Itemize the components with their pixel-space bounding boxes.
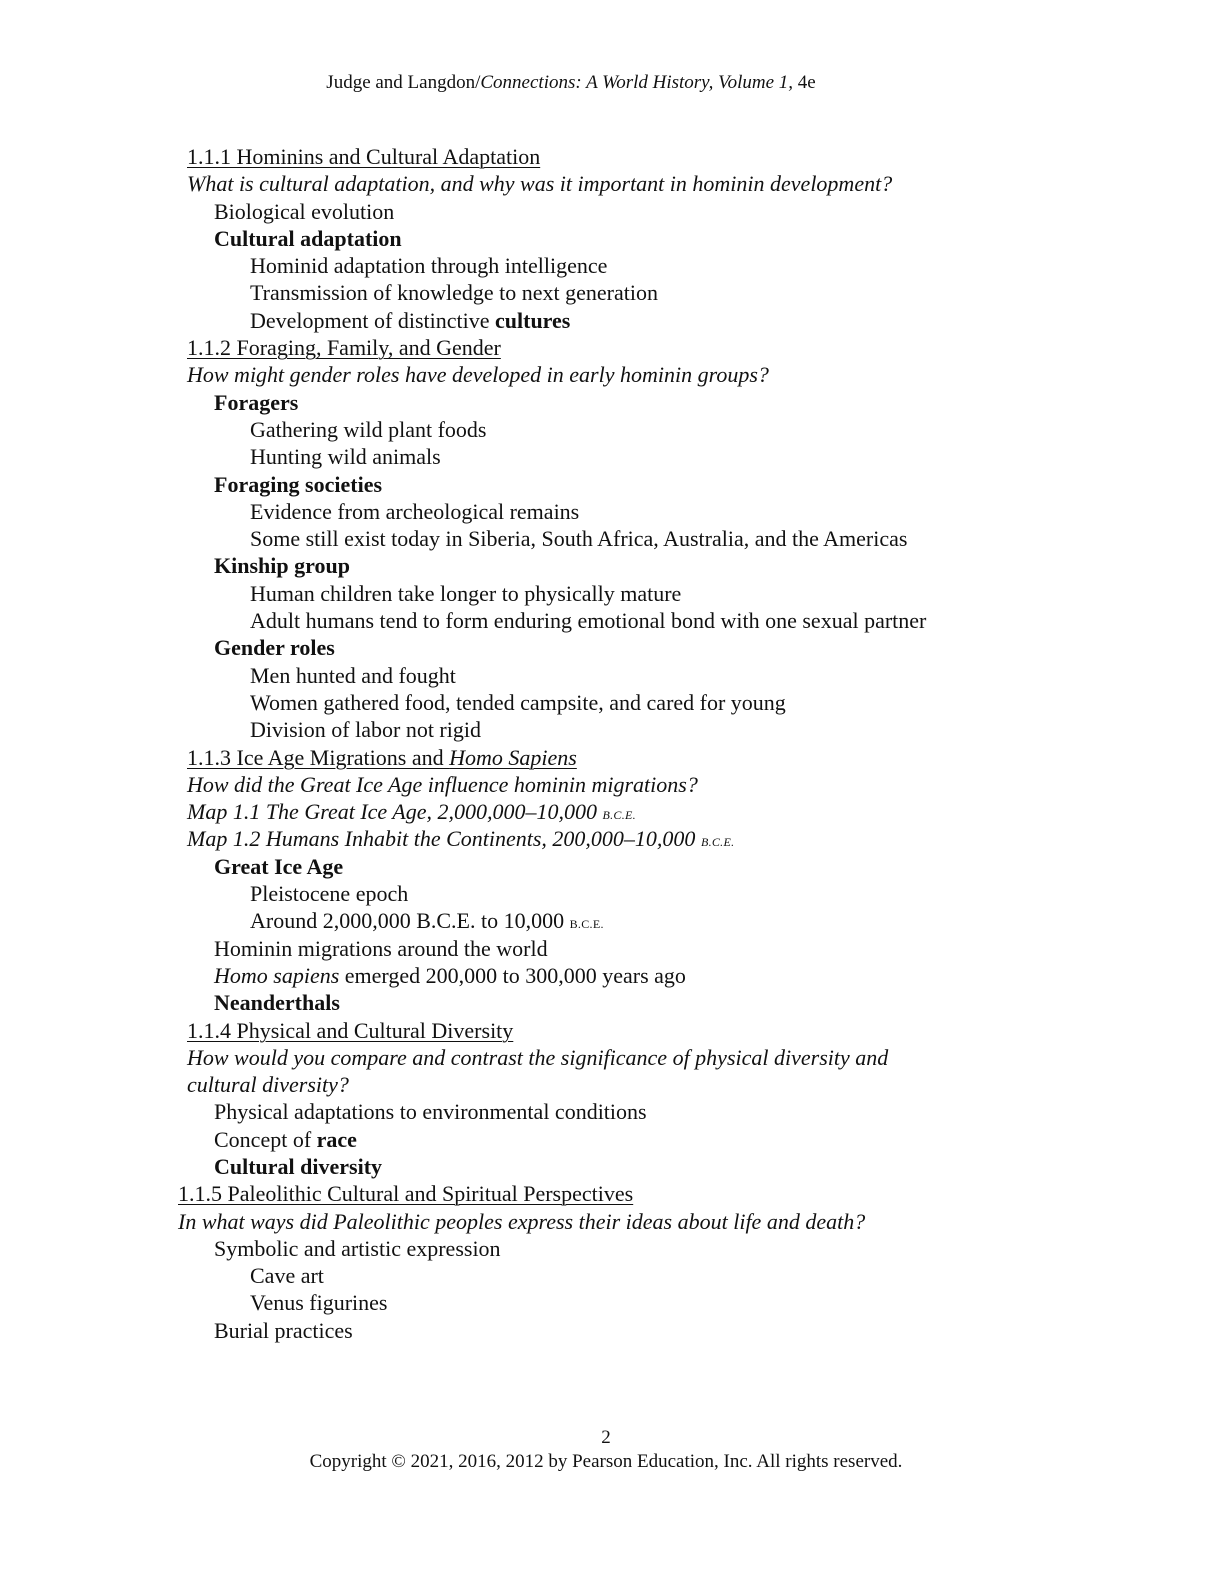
item-text: Around 2,000,000 B.C.E. to 10,000 <box>250 908 570 934</box>
outline-item: Hominin migrations around the world <box>214 935 548 961</box>
outline-subitem: Transmission of knowledge to next generation <box>250 280 658 306</box>
outline-subitem: Venus figurines <box>250 1290 388 1316</box>
item-text: emerged 200,000 to 300,000 years ago <box>339 962 686 988</box>
key-term: Neanderthals <box>214 990 340 1016</box>
copyright-notice: Copyright © 2021, 2016, 2012 by Pearson Education, Inc. All rights reserved. <box>309 1451 903 1472</box>
key-term: Cultural diversity <box>214 1153 383 1179</box>
focus-question: How might gender roles have developed in early hominin groups? <box>187 362 769 388</box>
focus-question: How did the Great Ice Age influence hominin migrations? <box>187 771 698 797</box>
map-reference <box>187 825 1047 852</box>
header-edition: 4e <box>793 72 816 93</box>
outline-subitem: Women gathered food, tended campsite, and cared for young <box>250 689 786 715</box>
outline-subitem <box>187 907 1047 934</box>
item-text: Development of distinctive <box>250 307 495 333</box>
section-heading-1-1-2: 1.1.2 Foraging, Family, and Gender <box>187 335 501 361</box>
section-heading-1-1-4: 1.1.4 Physical and Cultural Diversity <box>187 1017 514 1043</box>
era-label: B.C.E. <box>700 835 735 850</box>
map-reference <box>187 798 1047 825</box>
section-heading-1-1-1: 1.1.1 Hominins and Cultural Adaptation <box>187 144 541 169</box>
focus-question: How would you compare and contrast the significance of physical diversity and <box>187 1044 889 1070</box>
outline-item: Burial practices <box>214 1317 353 1343</box>
era-label: B.C.E. <box>602 808 636 823</box>
section-heading-1-1-5: 1.1.5 Paleolithic Cultural and Spiritual Perspectives <box>178 1181 634 1207</box>
outline-item: Physical adaptations to environmental conditions <box>214 1099 647 1125</box>
key-term: Great Ice Age <box>214 853 344 879</box>
outline-subitem: Evidence from archeological remains <box>250 498 580 524</box>
outline <box>178 143 1047 1344</box>
map-title: Map 1.1 The Great Ice Age, 2,000,000–10,000 <box>187 799 603 825</box>
outline-subitem: Hominid adaptation through intelligence <box>250 253 608 279</box>
header-authors: Judge and Langdon/ <box>326 72 481 93</box>
item-text: Concept of <box>214 1126 317 1152</box>
key-term: Kinship group <box>214 553 350 579</box>
outline-subitem: Cave art <box>250 1263 324 1289</box>
outline-item: Symbolic and artistic expression <box>214 1235 501 1261</box>
key-term: Gender roles <box>214 635 335 661</box>
outline-subitem <box>187 307 1047 334</box>
outline-subitem: Human children take longer to physically mature <box>250 580 682 606</box>
focus-question-continued: cultural diversity? <box>187 1072 349 1098</box>
key-term: Foragers <box>214 389 299 415</box>
outline-subitem: Pleistocene epoch <box>250 881 409 907</box>
page-number: 2 <box>601 1427 611 1448</box>
header-book-title: Connections: A World History, Volume 1, <box>480 72 794 93</box>
section-heading-1-1-3 <box>187 744 1047 771</box>
key-term: Cultural adaptation <box>214 225 402 251</box>
outline-subitem: Men hunted and fought <box>250 662 456 688</box>
species-term: Homo sapiens <box>214 962 340 988</box>
outline-subitem: Adult humans tend to form enduring emotional bond with one sexual partner <box>250 608 927 634</box>
focus-question: What is cultural adaptation, and why was it important in hominin development? <box>187 171 893 197</box>
page-footer <box>0 1426 1212 1474</box>
outline-subitem: Gathering wild plant foods <box>250 416 487 442</box>
era-label: B.C.E. <box>569 917 604 932</box>
heading-italic-term: Homo Sapiens <box>449 744 577 770</box>
key-term: Foraging societies <box>214 471 383 497</box>
outline-subitem: Hunting wild animals <box>250 444 441 470</box>
outline-subitem: Division of labor not rigid <box>250 717 481 743</box>
focus-question: In what ways did Paleolithic peoples express their ideas about life and death? <box>178 1208 866 1234</box>
running-header <box>0 71 1142 95</box>
outline-subitem: Some still exist today in Siberia, South Africa, Australia, and the Americas <box>250 526 908 552</box>
outline-item <box>187 1126 1047 1153</box>
map-title: Map 1.2 Humans Inhabit the Continents, 200,000–10,000 <box>187 826 701 852</box>
outline-item: Biological evolution <box>214 198 395 224</box>
heading-text: 1.1.3 Ice Age Migrations and <box>187 744 450 770</box>
outline-item <box>187 962 1047 989</box>
key-term: race <box>316 1126 357 1152</box>
key-term: cultures <box>495 307 571 333</box>
